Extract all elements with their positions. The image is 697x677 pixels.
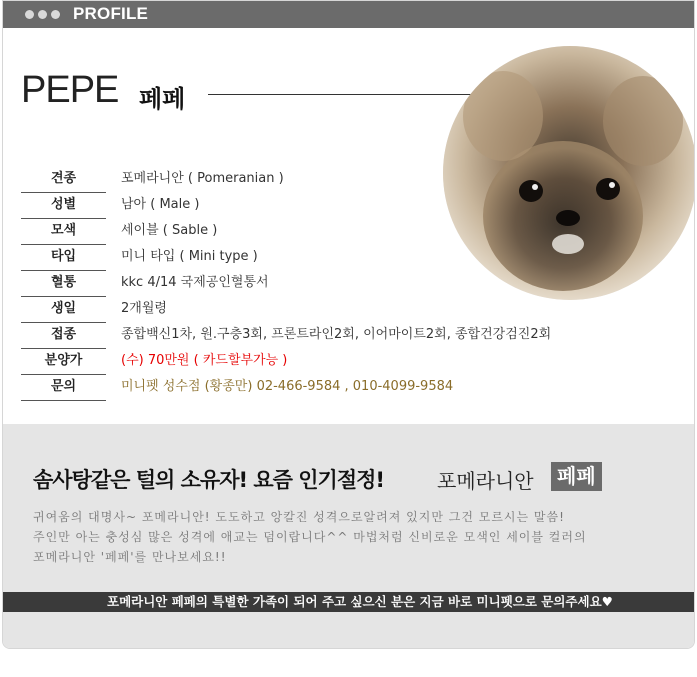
- info-value: 남아 ( Male ): [121, 197, 200, 212]
- info-value: 종합백신1차, 원.구충3회, 프론트라인2회, 이어마이트2회, 종합건강검진2회: [121, 327, 552, 342]
- info-label: 문의: [21, 375, 106, 401]
- pet-name-korean: 페페: [139, 85, 186, 113]
- info-label: 혈통: [21, 271, 106, 297]
- info-label: 모색: [21, 219, 106, 245]
- info-label: 견종: [21, 167, 106, 193]
- info-value: 포메라니안 ( Pomeranian ): [121, 171, 284, 186]
- promo-breed: 포메라니안: [437, 469, 534, 493]
- promo-headline: 솜사탕같은 털의 소유자! 요즘 인기절정!: [33, 468, 384, 492]
- name-divider: [208, 94, 508, 95]
- info-label: 타입: [21, 245, 106, 271]
- pet-name-english: PEPE: [21, 69, 119, 111]
- contact-value: 미니펫 성수점 (황종만) 02-466-9584 , 010-4099-9584: [121, 379, 454, 394]
- promo-banner: [3, 592, 694, 612]
- info-value: 미니 타입 ( Mini type ): [121, 249, 258, 264]
- info-label: 성별: [21, 193, 106, 219]
- info-label: 접종: [21, 323, 106, 349]
- header-dots-icon: [25, 10, 60, 19]
- pomeranian-photo: [443, 46, 695, 300]
- profile-card: [2, 0, 695, 649]
- info-value: 세이블 ( Sable ): [121, 223, 218, 238]
- price-value: (수) 70만원 ( 카드할부가능 ): [121, 353, 288, 368]
- promo-name-badge: 페페: [551, 462, 602, 491]
- promo-description: 귀여움의 대명사~ 포메라니안! 도도하고 앙칼진 성격으로알려져 있지만 그건 모르시는 말씀! 주인만 아는 충성심 많은 성격에 애교는 덤이랍니다^^ 마법처럼 신비로운 모색인 세이블 컬러의 포메라니안 '페페'를 만나보세요!!: [33, 510, 587, 564]
- info-label: 생일: [21, 297, 106, 323]
- profile-header-bar: [3, 1, 694, 28]
- info-value: 2개월령: [121, 301, 167, 316]
- header-title: PROFILE: [73, 4, 149, 23]
- promo-banner-text: 포메라니안 페페의 특별한 가족이 되어 주고 싶으신 분은 지금 바로 미니펫으로 문의주세요♥: [107, 594, 613, 609]
- info-value: kkc 4/14 국제공인혈통서: [121, 275, 269, 290]
- info-label: 분양가: [21, 349, 106, 375]
- promo-section: [3, 424, 694, 648]
